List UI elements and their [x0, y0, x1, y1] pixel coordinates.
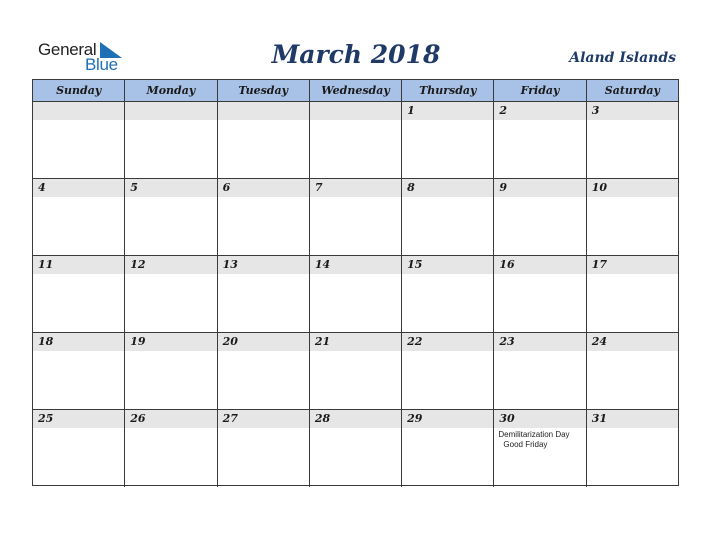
- logo-blue-text: Blue: [85, 55, 118, 74]
- day-cell: [402, 333, 494, 409]
- day-number: 19: [130, 335, 146, 348]
- day-cell: [33, 410, 125, 487]
- day-number: 25: [38, 412, 54, 425]
- day-cell: [218, 410, 310, 487]
- day-cell: [218, 256, 310, 332]
- day-number: 29: [407, 412, 423, 425]
- day-number: 8: [407, 181, 415, 194]
- day-cell: [33, 179, 125, 255]
- day-number: 24: [591, 335, 607, 348]
- day-cell: [494, 102, 586, 178]
- day-number: 17: [591, 258, 607, 271]
- day-number: 12: [130, 258, 146, 271]
- day-number: 30: [499, 412, 515, 425]
- day-cell: [587, 410, 678, 487]
- weekday-saturday: Saturday: [604, 84, 660, 97]
- day-number: 9: [499, 181, 508, 194]
- day-cell: [125, 410, 217, 487]
- day-number: 20: [222, 335, 238, 348]
- day-cell: [310, 333, 402, 409]
- day-number: 18: [38, 335, 54, 348]
- day-cell: [125, 179, 217, 255]
- day-cell: [218, 333, 310, 409]
- day-number: 4: [38, 181, 46, 194]
- day-cell: [310, 102, 402, 178]
- day-cell: [587, 102, 678, 178]
- calendar-grid: [32, 79, 679, 486]
- day-cell: [125, 333, 217, 409]
- day-cell: [494, 256, 586, 332]
- day-number: 31: [591, 412, 607, 425]
- day-cell: [402, 256, 494, 332]
- day-cell: [310, 410, 402, 487]
- day-cell: [310, 179, 402, 255]
- day-number: 2: [499, 104, 508, 117]
- day-number: 7: [314, 181, 323, 194]
- day-cell: [218, 179, 310, 255]
- holiday-label: Demilitarization Day: [498, 430, 570, 439]
- day-number: 11: [38, 258, 54, 271]
- day-cell: [125, 256, 217, 332]
- day-number: 1: [407, 104, 415, 117]
- day-number: 16: [499, 258, 515, 271]
- region-label: Aland Islands: [569, 50, 676, 66]
- day-cell: [587, 179, 678, 255]
- day-number: 26: [130, 412, 146, 425]
- day-cell: [125, 102, 217, 178]
- day-number: 3: [591, 104, 600, 117]
- day-number: 10: [591, 181, 607, 194]
- day-cell: [33, 256, 125, 332]
- weekday-friday: Friday: [494, 80, 586, 101]
- day-cell: [402, 179, 494, 255]
- day-cell: [218, 102, 310, 178]
- day-number: 23: [499, 335, 515, 348]
- weekday-monday: Monday: [125, 80, 217, 101]
- day-number: 15: [407, 258, 423, 271]
- day-number: 28: [314, 412, 331, 425]
- day-cell: [587, 256, 678, 332]
- week-row: [33, 179, 678, 256]
- day-number: 21: [314, 335, 331, 348]
- day-cell: [33, 102, 125, 178]
- holiday-label: Good Friday: [503, 440, 548, 449]
- day-cell: [402, 410, 494, 487]
- week-row: [33, 410, 678, 487]
- day-number: 5: [130, 181, 138, 194]
- day-cell: [494, 333, 586, 409]
- week-row: [33, 333, 678, 410]
- weekday-thursday: Thursday: [402, 80, 494, 101]
- day-number: 6: [222, 181, 231, 194]
- day-cell: [402, 102, 494, 178]
- page-title: March 2018: [271, 40, 441, 69]
- day-number: 22: [407, 335, 423, 348]
- day-cell: [494, 410, 586, 487]
- day-cell: [33, 333, 125, 409]
- day-cell: [494, 179, 586, 255]
- week-row: [33, 102, 678, 179]
- day-cell: [587, 333, 678, 409]
- weekday-sunday: Sunday: [33, 80, 125, 101]
- day-number: 14: [314, 258, 331, 271]
- weekday-wednesday: Wednesday: [310, 80, 402, 101]
- weekday-tuesday: Tuesday: [218, 80, 310, 101]
- logo-general-text: General: [38, 40, 97, 59]
- weekday-header-row: [33, 80, 678, 102]
- day-number: 27: [222, 412, 238, 425]
- day-cell: [310, 256, 402, 332]
- week-row: [33, 256, 678, 333]
- day-number: 13: [222, 258, 238, 271]
